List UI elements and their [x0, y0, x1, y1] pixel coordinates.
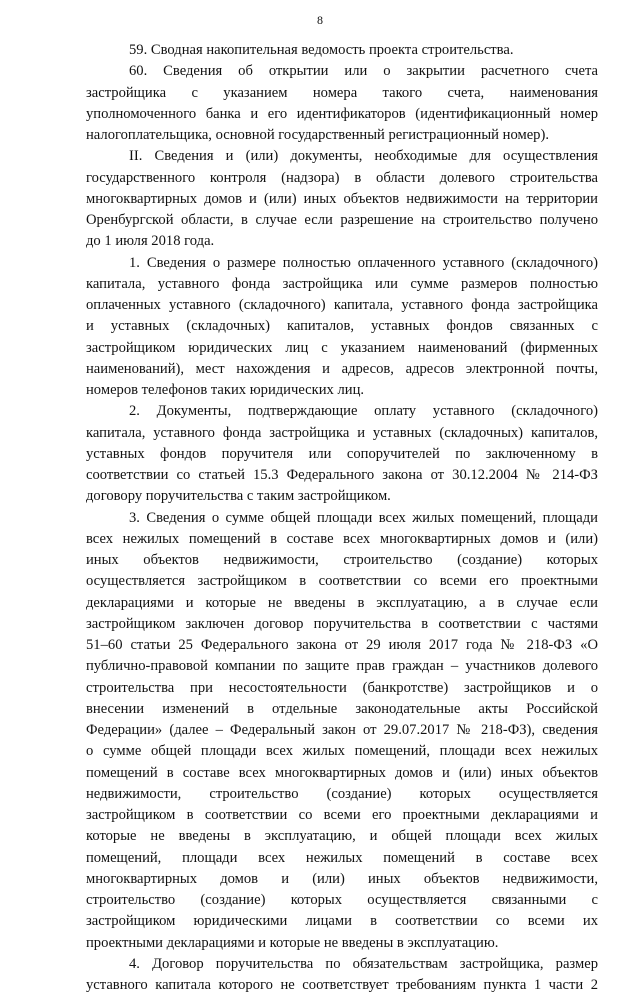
text-line: капитала, уставного фонда застройщика или сумме размеров полностью [86, 275, 598, 292]
text-line: 51–60 статьи 25 Федерального закона от 29 июля 2017 года № 218-ФЗ «О [86, 637, 598, 653]
text-line: 1. Сведения о размере полностью оплаченного уставного (складочного) [129, 254, 598, 271]
text-line: налогоплательщика, основной государственный регистрационный номер). [86, 127, 549, 143]
text-line: строительства при несостоятельности (банкротстве) застройщиков и о [86, 679, 598, 696]
text-line: осуществляется застройщиком в соответствии со всеми его проектными [86, 573, 598, 590]
text-line: государственного контроля (надзора) в области долевого строительства [86, 169, 598, 186]
text-line: недвижимости, строительство (создание) которых осуществляется [86, 785, 598, 802]
text-line: Федерации» (далее – Федеральный закон от 29.07.2017 № 218-ФЗ), сведения [86, 722, 598, 738]
text-line: уставного капитала которого не соответствует требованиям пункта 1 части 2 [86, 977, 598, 993]
section-heading-ii [86, 146, 598, 252]
text-line: иных объектов недвижимости, строительство (создание) которых [86, 552, 598, 568]
text-line: 59. Сводная накопительная ведомость проекта строительства. [129, 42, 514, 58]
text-line: номеров телефонов таких юридических лиц. [86, 382, 365, 398]
text-line: 4. Договор поручительства по обязательствам застройщика, размер [129, 955, 598, 972]
text-line: застройщиком юридическими лицами в соответствии со всеми их [86, 913, 598, 930]
text-line: 60. Сведения об открытии или о закрытии расчетного счета [129, 63, 598, 80]
text-line: капитала, уставного фонда застройщика и уставных (складочных) капиталов, [86, 424, 598, 441]
text-line: 3. Сведения о сумме общей площади всех жилых помещений, площади [129, 509, 598, 526]
paragraph-item-60 [86, 61, 598, 146]
text-line: строительство (создание) которых осуществляется связанными с [86, 892, 598, 908]
text-line: застройщиком в соответствии со всеми его проектными декларациями и [86, 807, 598, 823]
text-line: многоквартирных домов и (или) иных объектов недвижимости, [86, 870, 598, 887]
text-line: до 1 июля 2018 года. [86, 233, 215, 250]
text-line: II. Сведения и (или) документы, необходимые для осуществления [129, 148, 598, 165]
paragraph-item-3 [86, 508, 598, 954]
text-line: декларациями и которые не введены в эксплуатацию, а в случае если [86, 594, 598, 611]
text-line: помещений, площади всех нежилых помещений в составе всех [86, 849, 598, 866]
text-line: Оренбургской области, в случае если разрешение на строительство получено [86, 212, 598, 228]
text-line: и уставных (складочных) капиталов, уставных фондов связанных с [86, 318, 598, 335]
text-line: 2. Документы, подтверждающие оплату уставного (складочного) [129, 403, 598, 420]
page-number: 8 [317, 13, 323, 27]
text-line: о сумме общей площади всех жилых помещений, площади всех нежилых [86, 743, 598, 760]
text-line: уполномоченного банка и его идентификаторов (идентификационный номер [86, 105, 598, 122]
text-line: публично-правовой компании по защите прав граждан – участников долевого [86, 658, 598, 675]
text-line: помещений в составе всех многоквартирных домов и (или) иных объектов [86, 764, 598, 781]
text-line: застройщиком заключен договор поручительства в соответствии с частями [86, 615, 598, 632]
paragraph-item-59 [86, 40, 598, 61]
text-line: проектными декларациями и которые не введены в эксплуатацию. [86, 934, 499, 951]
text-line: внесении изменений в отдельные законодательные акты Российской [86, 700, 598, 717]
text-line: оплаченных уставного (складочного) капитала, уставного фонда застройщика [86, 297, 598, 313]
paragraph-item-4 [86, 954, 598, 996]
text-line: которые не введены в эксплуатацию, и общей площади всех жилых [86, 828, 598, 845]
paragraph-item-2 [86, 401, 598, 507]
text-line: всех нежилых помещений в составе всех многоквартирных домов и (или) [86, 530, 598, 547]
document-body [86, 40, 598, 996]
text-line: застройщиком юридических лиц с указанием наименований (фирменных [86, 339, 598, 356]
text-line: многоквартирных домов и (или) иных объектов недвижимости на территории [86, 190, 598, 207]
text-line: соответствии со статьей 15.3 Федерального закона от 30.12.2004 № 214-ФЗ [86, 467, 598, 483]
text-line: договору поручительства с таким застройщиком. [86, 488, 391, 505]
text-line: застройщика с указанием номера такого счета, наименования [86, 84, 598, 101]
text-line: уставных фондов поручителя или сопоручителей по заключенному в [86, 445, 598, 462]
paragraph-item-1 [86, 253, 598, 402]
text-line: наименований), мест нахождения и адресов, адресов электронной почты, [86, 360, 598, 377]
